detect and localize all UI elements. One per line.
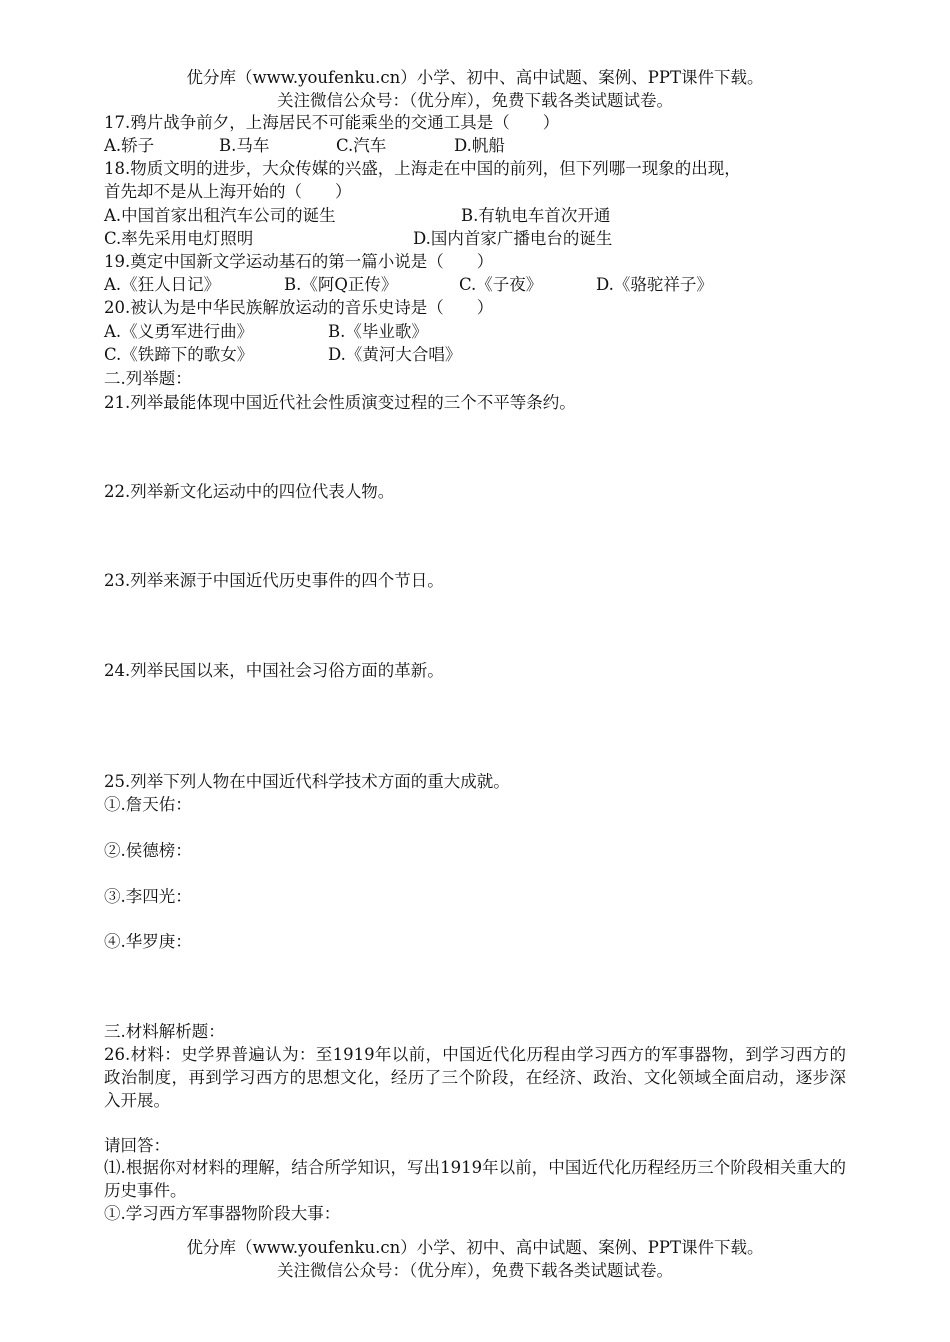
q21-stem: 21.列举最能体现中国近代社会性质演变过程的三个不平等条约。 <box>104 393 576 412</box>
footer-line-2: 关注微信公众号：（优分库），免费下载各类试题试卷。 <box>277 1261 673 1280</box>
answer-prompt: 请回答： <box>104 1136 170 1155</box>
section-3-title: 三.材料解析题： <box>104 1022 225 1041</box>
q17-option-a: A.轿子 <box>104 136 155 155</box>
q26-material: 26.材料：史学界普遍认为：至1919年以前，中国近代化历程由学习西方的军事器物，到学习西方的政治制度，再到学习西方的思想文化，经历了三个阶段，在经济、政治、文化领域全面启动，逐步深入开展。 <box>104 1045 846 1110</box>
q18-stem-line-2: 首先却不是从上海开始的（ ） <box>104 182 352 201</box>
q18-option-d: D.国内首家广播电台的诞生 <box>413 229 613 248</box>
q20-option-c: C.《铁蹄下的歌女》 <box>104 345 254 364</box>
q19-option-c: C.《子夜》 <box>459 275 543 294</box>
q20-option-b: B.《毕业歌》 <box>328 322 428 341</box>
q26-sub-1-item-1: ①.学习西方军事器物阶段大事： <box>104 1204 341 1223</box>
q23-stem: 23.列举来源于中国近代历史事件的四个节日。 <box>104 571 444 590</box>
q25-item-2: ②.侯德榜： <box>104 841 192 860</box>
footer-line-1: 优分库（www.youfenku.cn）小学、初中、高中试题、案例、PPT课件下载。 <box>186 1238 764 1257</box>
header-line-2: 关注微信公众号：（优分库），免费下载各类试题试卷。 <box>277 91 673 110</box>
q18-option-c: C.率先采用电灯照明 <box>104 229 254 248</box>
q17-option-d: D.帆船 <box>454 136 505 155</box>
q20-option-d: D.《黄河大合唱》 <box>328 345 462 364</box>
q19-stem: 19.奠定中国新文学运动基石的第一篇小说是（ ） <box>104 252 494 271</box>
q19-option-a: A.《狂人日记》 <box>104 275 221 294</box>
q25-stem: 25.列举下列人物在中国近代科学技术方面的重大成就。 <box>104 772 510 791</box>
q25-item-3: ③.李四光： <box>104 887 192 906</box>
header-line-1: 优分库（www.youfenku.cn）小学、初中、高中试题、案例、PPT课件下载。 <box>186 68 764 87</box>
q26-sub-question-1: ⑴.根据你对材料的理解，结合所学知识，写出1919年以前，中国近代化历程经历三个阶段相关重大的历史事件。 <box>104 1158 846 1200</box>
q25-item-4: ④.华罗庚： <box>104 932 192 951</box>
q17-option-b: B.马车 <box>219 136 270 155</box>
q17-option-c: C.汽车 <box>336 136 387 155</box>
q24-stem: 24.列举民国以来，中国社会习俗方面的革新。 <box>104 661 444 680</box>
q17-stem: 17.鸦片战争前夕，上海居民不可能乘坐的交通工具是（ ） <box>104 113 560 132</box>
q22-stem: 22.列举新文化运动中的四位代表人物。 <box>104 482 395 501</box>
q20-stem: 20.被认为是中华民族解放运动的音乐史诗是（ ） <box>104 298 494 317</box>
q20-option-a: A.《义勇军进行曲》 <box>104 322 254 341</box>
q19-option-d: D.《骆驼祥子》 <box>596 275 713 294</box>
q18-stem-line-1: 18.物质文明的进步，大众传媒的兴盛，上海走在中国的前列，但下列哪一现象的出现， <box>104 159 741 178</box>
q19-option-b: B.《阿Q正传》 <box>284 275 398 294</box>
section-2-title: 二.列举题： <box>104 369 192 388</box>
q18-option-a: A.中国首家出租汽车公司的诞生 <box>104 206 336 225</box>
q25-item-1: ①.詹天佑： <box>104 795 192 814</box>
q18-option-b: B.有轨电车首次开通 <box>461 206 611 225</box>
